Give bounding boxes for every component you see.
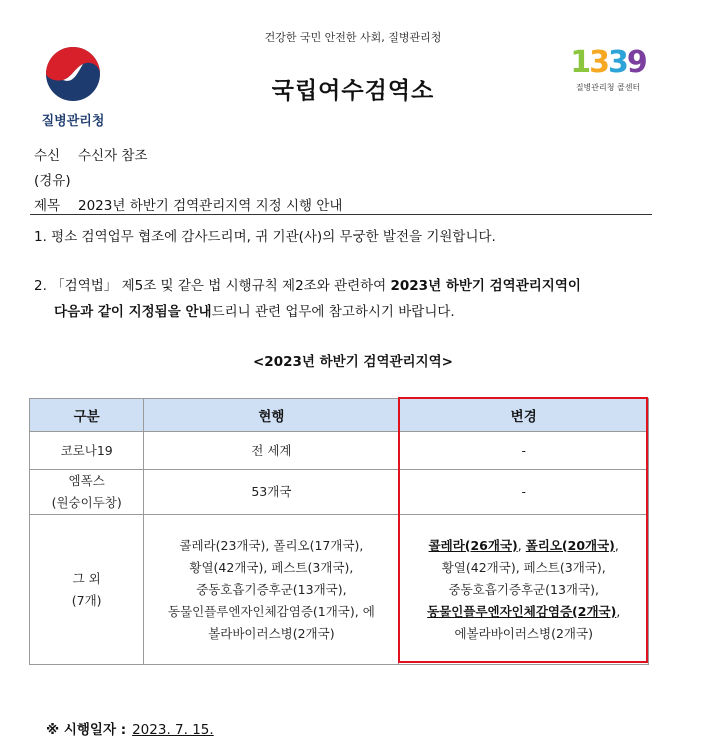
hotline-logo — [566, 46, 650, 93]
row-changed: 콜레라(26개국), 폴리오(20개국), 황열(42개국), 페스트(3개국), 중동호흡기증후군(13개국), 동물인플루엔자인체감염증(2개국), 에볼라바이러스병(2개국) — [399, 515, 649, 665]
row-changed: - — [399, 470, 649, 515]
kdca-logo-name: 질병관리청 — [41, 114, 105, 129]
recipient-label: 수신 — [34, 148, 61, 164]
via-line: (경유) — [34, 173, 71, 189]
slogan: 건강한 국민 안전한 사회, 질병관리청 — [264, 31, 442, 44]
subject-line — [34, 194, 342, 214]
row-current: 콜레라(23개국), 폴리오(17개국), 황열(42개국), 페스트(3개국), 중동호흡기증후군(13개국), 동물인플루엔자인체감염증(1개국), 에 볼라바이러스병(2개국) — [144, 515, 399, 665]
subject-label: 제목 — [34, 198, 61, 214]
header-category: 구분 — [30, 399, 144, 432]
header-changed: 변경 — [399, 399, 649, 432]
effective-date-line — [46, 718, 214, 738]
header-current: 현행 — [144, 399, 399, 432]
hotline-number: 1339 — [570, 45, 646, 80]
paragraph-2: 2. 「검역법」 제5조 및 같은 법 시행규칙 제2조와 관련하여 2023년 하반기 검역관리지역이 다음과 같이 지정됨을 안내드리니 관련 업무에 참고하시기 바랍니다. — [34, 278, 581, 320]
subject-divider — [30, 214, 652, 215]
subject-value: 2023년 하반기 검역관리지역 지정 시행 안내 — [78, 198, 343, 214]
row-current: 53개국 — [144, 470, 399, 515]
paragraph-1: 1. 평소 검역업무 협조에 감사드리며, 귀 기관(사)의 무궁한 발전을 기원합니다. — [34, 229, 496, 245]
recipient-value: 수신자 참조 — [78, 148, 148, 164]
effective-date-value: 2023. 7. 15. — [132, 722, 214, 738]
table-title: <2023년 하반기 검역관리지역> — [252, 354, 453, 370]
recipient-line — [34, 144, 148, 164]
row-category: 코로나19 — [30, 432, 144, 470]
row-category: 엠폭스 (원숭이두창) — [30, 470, 144, 515]
changed-column-highlight — [398, 397, 648, 663]
effective-date-label: ※ 시행일자 : — [46, 722, 127, 738]
row-current: 전 세계 — [144, 432, 399, 470]
agency-title: 국립여수검역소 — [271, 78, 435, 104]
row-changed: - — [399, 432, 649, 470]
hotline-caption: 질병관리청 콜센터 — [575, 83, 641, 92]
row-category: 그 외 (7개) — [30, 515, 144, 665]
